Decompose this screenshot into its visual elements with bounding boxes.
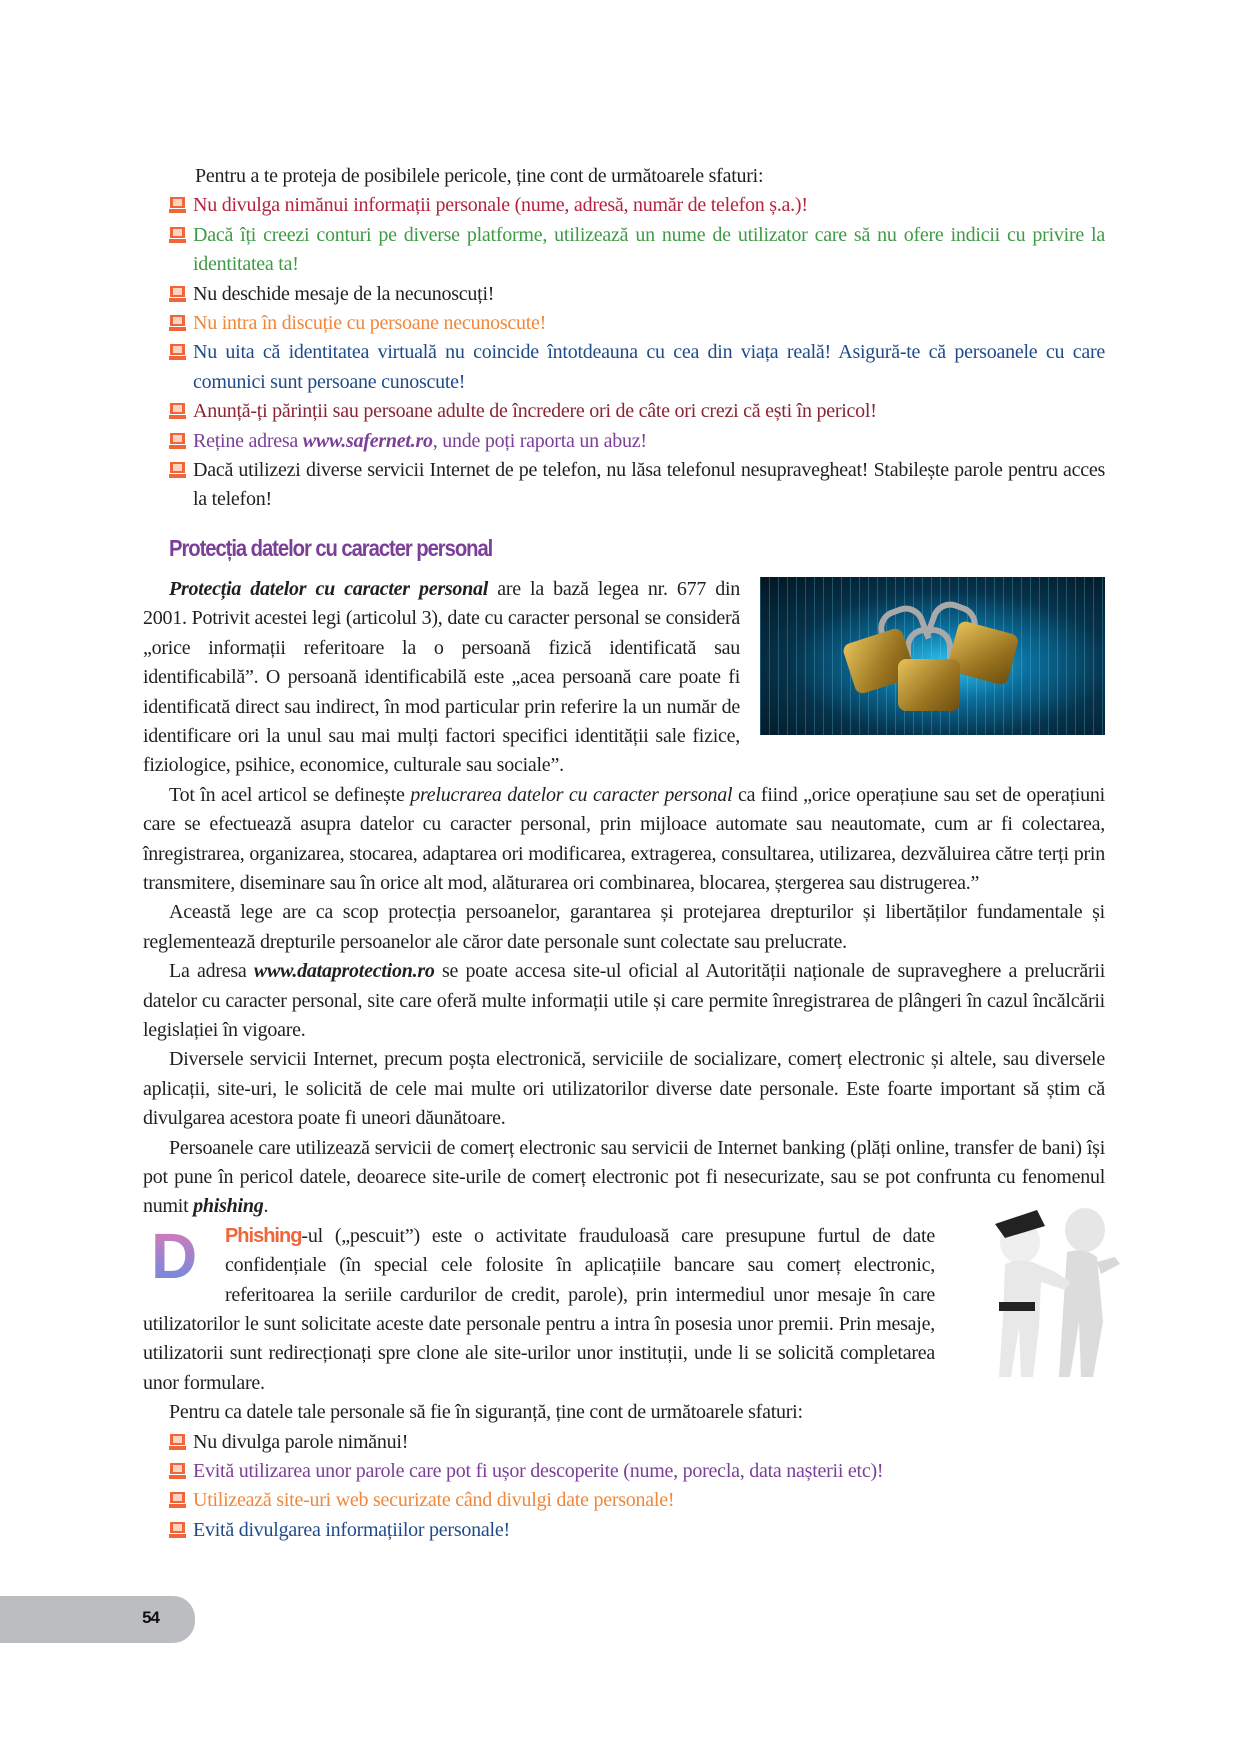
police-figure-image: [975, 1202, 1125, 1380]
tip-item: Nu divulga parole nimănui!: [143, 1428, 1105, 1457]
tip-item: Dacă îți creezi conturi pe diverse platforme, utilizează un nume de utilizator care să nu ofere indicii cu privire la identitatea ta!: [143, 221, 1105, 280]
safernet-link[interactable]: www.safernet.ro: [302, 429, 433, 452]
laptop-icon: [169, 403, 186, 420]
tips-intro: Pentru a te proteja de posibilele pericole, ține cont de următoarele sfaturi:: [195, 165, 764, 187]
tip-item: Nu divulga nimănui informații personale (nume, adresă, număr de telefon ș.a.)!: [143, 191, 1105, 220]
password-tips-list: [143, 1428, 1105, 1546]
laptop-icon: [169, 1522, 186, 1539]
phishing-definition: D Phishing-ul („pescuit”) este o activitate frauduloasă care presupune furtul de date confidențiale (în special cele folosite în aplicațiile bancare sau comerț electronic, referitoarea la seriile cardurilor de credit, parole), prin intermediul unor mesaje în care utilizatorilor le sunt solicitate aceste date personale pentru a intra în posesia unor premii. Prin mesaje, utilizatorii sunt redirecționați spre clone ale site-urilor unor instituții, unde li se solicită completarea unor formulare.: [143, 1219, 935, 1394]
padlocks-image: [760, 577, 1105, 735]
tip-item: Reține adresa www.safernet.ro, unde poți raporta un abuz!: [143, 427, 1105, 456]
purpose-paragraph: Această lege are ca scop protecția persoanelor, garantarea și protejarea drepturilor și libertăților fundamentale și reglementează drepturile persoanelor ale căror date personale sunt colectate sau prelucrate.: [143, 901, 1105, 953]
safety-tips-list: [143, 191, 1105, 514]
services-paragraph: Diversele servicii Internet, precum poșta electronică, serviciile de socializare, comerț electronic și altele, sau diversele aplicații, site-uri, le solicită de cele mai multe ori utilizatorilor diverse date personale. Este foarte important să știm că divulgarea acestora poate fi uneori dăunătoare.: [143, 1048, 1105, 1130]
processing-paragraph: Tot în acel articol se definește prelucrarea datelor cu caracter personal ca fiind „orice operațiune sau set de operațiuni care se efectuează asupra datelor cu caracter personal, prin mijloace automate sau neautomate, cum ar fi colectarea, înregistrarea, organizarea, stocarea, adaptarea ori modificarea, extragerea, consultarea, utilizarea, dezvăluirea către terți prin transmitere, diseminare sau în orice alt mod, alăturarea ori combinarea, blocarea, ștergerea sau distrugerea.”: [143, 783, 1105, 894]
tip-item: Nu intra în discuție cu persoane necunoscute!: [143, 309, 1105, 338]
laptop-icon: [169, 227, 186, 244]
tip-item: Evită divulgarea informațiilor personale!: [143, 1516, 1105, 1545]
laptop-icon: [169, 315, 186, 332]
drop-cap: D: [151, 1219, 197, 1292]
phishing-keyword: Phishing: [224, 1224, 302, 1247]
tip-item: Nu uita că identitatea virtuală nu coincide întotdeauna cu cea din viața reală! Asigură-te că persoanele cu care comunici sunt persoane cunoscute!: [143, 338, 1105, 397]
page-content: [143, 162, 1105, 1545]
laptop-icon: [169, 1434, 186, 1451]
tip-item: Utilizează site-uri web securizate când divulgi date personale!: [143, 1486, 1105, 1515]
section-heading: Protecția datelor cu caracter personal: [169, 534, 493, 561]
laptop-icon: [169, 433, 186, 450]
laptop-icon: [169, 1463, 186, 1480]
law-paragraph: Protecția datelor cu caracter personal are la bază legea nr. 677 din 2001. Potrivit acestei legi (articolul 3), date cu caracter personal se consideră „orice informații referitoare la o persoană fizică identificată sau identificabilă”. O persoană identificabilă este „acea persoană care poate fi identificată direct sau indirect, în mod particular prin referire la un număr de identificare ori la unul sau mai mulți factori specifici identității sale fizice, fiziologice, psihice, economice, culturale sau sociale”.: [143, 577, 741, 777]
tip-item: Anunță-ți părinții sau persoane adulte de încredere ori de câte ori crezi că ești în pericol!: [143, 397, 1105, 426]
tip-item: Dacă utilizezi diverse servicii Internet de pe telefon, nu lăsa telefonul nesupravegheat! Stabilește parole pentru acces la telefon!: [143, 456, 1105, 515]
laptop-icon: [169, 462, 186, 479]
dataprotection-link[interactable]: www.dataprotection.ro: [253, 960, 435, 983]
tips-intro-2: Pentru ca datele tale personale să fie în siguranță, ține cont de următoarele sfaturi:: [169, 1401, 803, 1424]
page-number: 54: [142, 1608, 159, 1627]
laptop-icon: [169, 197, 186, 214]
tip-item: Nu deschide mesaje de la necunoscuți!: [143, 280, 1105, 309]
authority-paragraph: La adresa www.dataprotection.ro se poate accesa site-ul oficial al Autorității naționale de supraveghere a prelucrării datelor cu caracter personal, site care oferă multe informații utile și care permite înregistrarea de plângeri în cazul încălcării legislației în vigoare.: [143, 960, 1106, 1041]
laptop-icon: [169, 344, 186, 361]
ecommerce-paragraph: Persoanele care utilizează servicii de comerț electronic sau servicii de Internet banking (plăți online, transfer de bani) își pot pune în pericol datele, deoarece site-urile de comerț electronic pot fi nesecurizate, sau se pot confrunta cu fenomenul numit phishing.: [143, 1136, 1105, 1218]
tip-item: Evită utilizarea unor parole care pot fi ușor descoperite (nume, porecla, data nașterii etc)!: [143, 1457, 1105, 1486]
page-number-tab: [0, 1596, 195, 1643]
laptop-icon: [169, 1492, 186, 1509]
laptop-icon: [169, 286, 186, 303]
